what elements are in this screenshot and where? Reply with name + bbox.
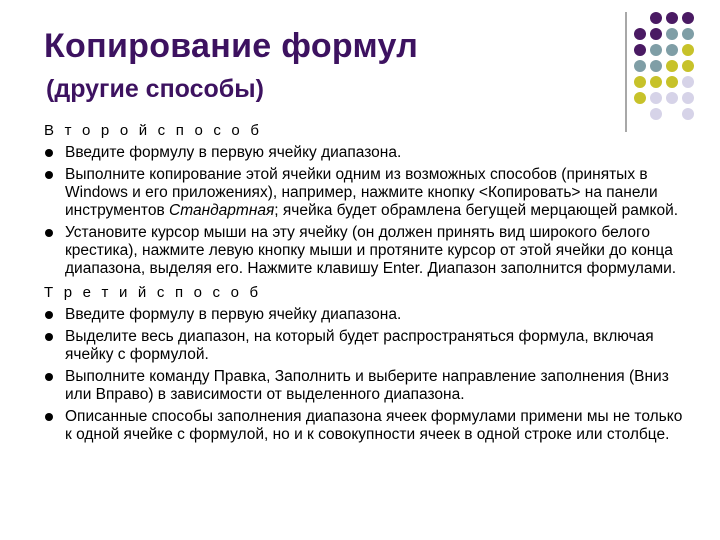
slide-content xyxy=(44,122,684,448)
decor-dot xyxy=(666,76,678,88)
list-item xyxy=(44,166,684,220)
section-heading-second: В т о р о й с п о с о б xyxy=(44,122,263,139)
title-block xyxy=(44,24,604,104)
decor-dot xyxy=(666,92,678,104)
decor-dot xyxy=(682,108,694,120)
third-method-list xyxy=(44,306,684,444)
decor-dot xyxy=(634,44,646,56)
decor-dot xyxy=(682,76,694,88)
list-item xyxy=(44,144,684,162)
decor-dot xyxy=(650,12,662,24)
list-item xyxy=(44,224,684,278)
list-item-text: Стандартная xyxy=(169,202,275,219)
decor-divider xyxy=(625,12,627,132)
list-item-text: Выделите весь диапазон, на который будет распространяться формула, включая ячейку с формулой. xyxy=(65,328,654,363)
section-heading-third: Т р е т и й с п о с о б xyxy=(44,284,262,301)
decor-dot xyxy=(634,92,646,104)
list-item xyxy=(44,328,684,364)
decor-dot xyxy=(682,44,694,56)
list-item xyxy=(44,306,684,324)
decor-dot xyxy=(650,28,662,40)
list-item-text: Выполните команду Правка, Заполнить и выберите направление заполнения (Вниз или Вправо) в зависимости от выделенного диапазона. xyxy=(65,368,669,403)
decor-dot xyxy=(666,44,678,56)
decor-dot xyxy=(666,28,678,40)
decor-dot xyxy=(682,28,694,40)
list-item-text: Описанные способы заполнения диапазона ячеек формулами примени мы не только к одной ячейке с формулой, но и к совокупности ячеек в одной строке или столбце. xyxy=(65,408,683,443)
decor-dot xyxy=(634,60,646,72)
decor-dot xyxy=(650,76,662,88)
decor-dot xyxy=(666,12,678,24)
list-item-text: ; ячейка будет обрамлена бегущей мерцающей рамкой. xyxy=(274,202,679,219)
list-item xyxy=(44,368,684,404)
decor-dot xyxy=(682,92,694,104)
decor-dot xyxy=(650,60,662,72)
page-subtitle: (другие способы) xyxy=(46,75,264,103)
list-item xyxy=(44,408,684,444)
decor-dot xyxy=(682,12,694,24)
decor-dot xyxy=(666,60,678,72)
list-item-text: Установите курсор мыши на эту ячейку (он должен принять вид широкого белого крестика), нажмите левую кнопку мыши и протяните курсор от этой ячейки до конца диапазона, выделяя его. Нажмите клавишу Enter. Диапазон заполнится формулами. xyxy=(65,224,677,277)
list-item-text: Введите формулу в первую ячейку диапазона. xyxy=(65,306,402,323)
decor-dot xyxy=(634,76,646,88)
list-item-text: Введите формулу в первую ячейку диапазона. xyxy=(65,144,402,161)
decor-dot xyxy=(650,44,662,56)
page-title: Копирование формул xyxy=(44,27,419,65)
decor-dot xyxy=(650,92,662,104)
decor-dot xyxy=(650,108,662,120)
decor-dot xyxy=(634,28,646,40)
list-item-text: Выполните копирование этой ячейки одним из возможных способов (принятых в Windows и его приложениях), например, нажмите кнопку <Копировать> на панели инструментов xyxy=(65,166,658,219)
second-method-list xyxy=(44,144,684,278)
decor-dot xyxy=(682,60,694,72)
